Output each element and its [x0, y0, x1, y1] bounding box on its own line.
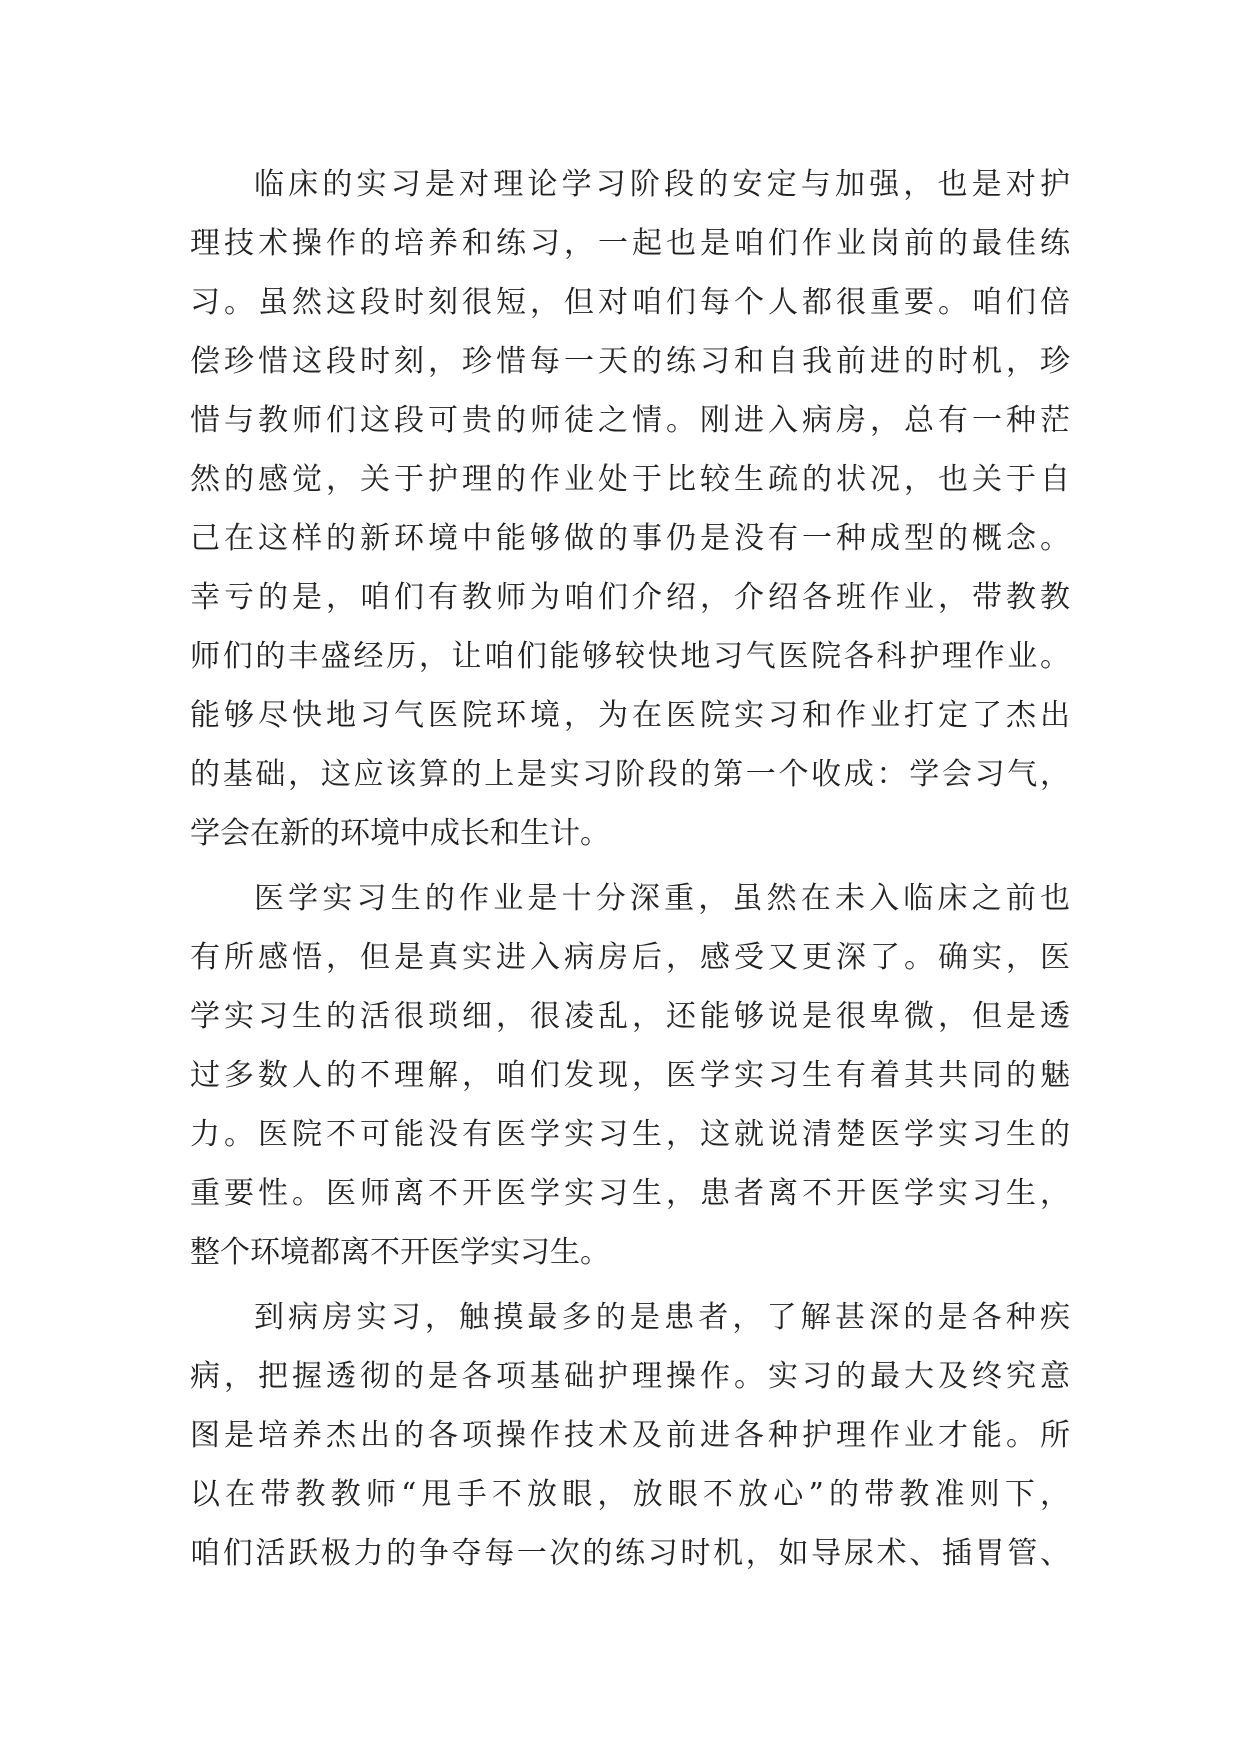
- paragraph-1: [190, 155, 1070, 863]
- text-line: 临床的实习是对理论学习阶段的安定与加强，也是对护: [254, 167, 1070, 202]
- text-line: 过多数人的不理解，咱们发现，医学实习生有着其共同的魅: [190, 1058, 1070, 1093]
- text-line: 图是培养杰出的各项操作技术及前进各种护理作业才能。所: [190, 1418, 1070, 1453]
- text-line: 到病房实习，触摸最多的是患者，了解甚深的是各种疾: [254, 1300, 1070, 1335]
- text-line: 己在这样的新环境中能够做的事仍是没有一种成型的概念。: [190, 521, 1070, 556]
- text-line: 学实习生的活很琐细，很凌乱，还能够说是很卑微，但是透: [190, 999, 1070, 1034]
- text-line: 以在带教教师“甩手不放眼，放眼不放心”的带教准则下，: [190, 1477, 1070, 1512]
- text-line: 整个环境都离不开医学实习生。: [190, 1235, 610, 1270]
- text-line: 能够尽快地习气医院环境，为在医院实习和作业打定了杰出: [190, 698, 1070, 733]
- document-body: [190, 155, 1070, 1583]
- text-line: 偿珍惜这段时刻，珍惜每一天的练习和自我前进的时机，珍: [190, 344, 1070, 379]
- paragraph-2: [190, 869, 1070, 1282]
- text-line: 病，把握透彻的是各项基础护理操作。实习的最大及终究意: [190, 1359, 1070, 1394]
- text-line: 理技术操作的培养和练习，一起也是咱们作业岗前的最佳练: [190, 226, 1070, 261]
- text-line: 学会在新的环境中成长和生计。: [190, 816, 610, 851]
- paragraph-3: [190, 1288, 1070, 1583]
- text-line: 师们的丰盛经历，让咱们能够较快地习气医院各科护理作业。: [190, 639, 1070, 674]
- text-line: 然的感觉，关于护理的作业处于比较生疏的状况，也关于自: [190, 462, 1070, 497]
- text-line: 医学实习生的作业是十分深重，虽然在未入临床之前也: [254, 881, 1070, 916]
- text-line: 咱们活跃极力的争夺每一次的练习时机，如导尿术、插胃管、: [190, 1536, 1070, 1571]
- text-line: 重要性。医师离不开医学实习生，患者离不开医学实习生，: [190, 1176, 1070, 1211]
- text-line: 有所感悟，但是真实进入病房后，感受又更深了。确实，医: [190, 940, 1070, 975]
- text-line: 习。虽然这段时刻很短，但对咱们每个人都很重要。咱们倍: [190, 285, 1070, 320]
- text-line: 力。医院不可能没有医学实习生，这就说清楚医学实习生的: [190, 1117, 1070, 1152]
- text-line: 的基础，这应该算的上是实习阶段的第一个收成：学会习气，: [190, 757, 1070, 792]
- text-line: 幸亏的是，咱们有教师为咱们介绍，介绍各班作业，带教教: [190, 580, 1070, 615]
- text-line: 惜与教师们这段可贵的师徒之情。刚进入病房，总有一种茫: [190, 403, 1070, 438]
